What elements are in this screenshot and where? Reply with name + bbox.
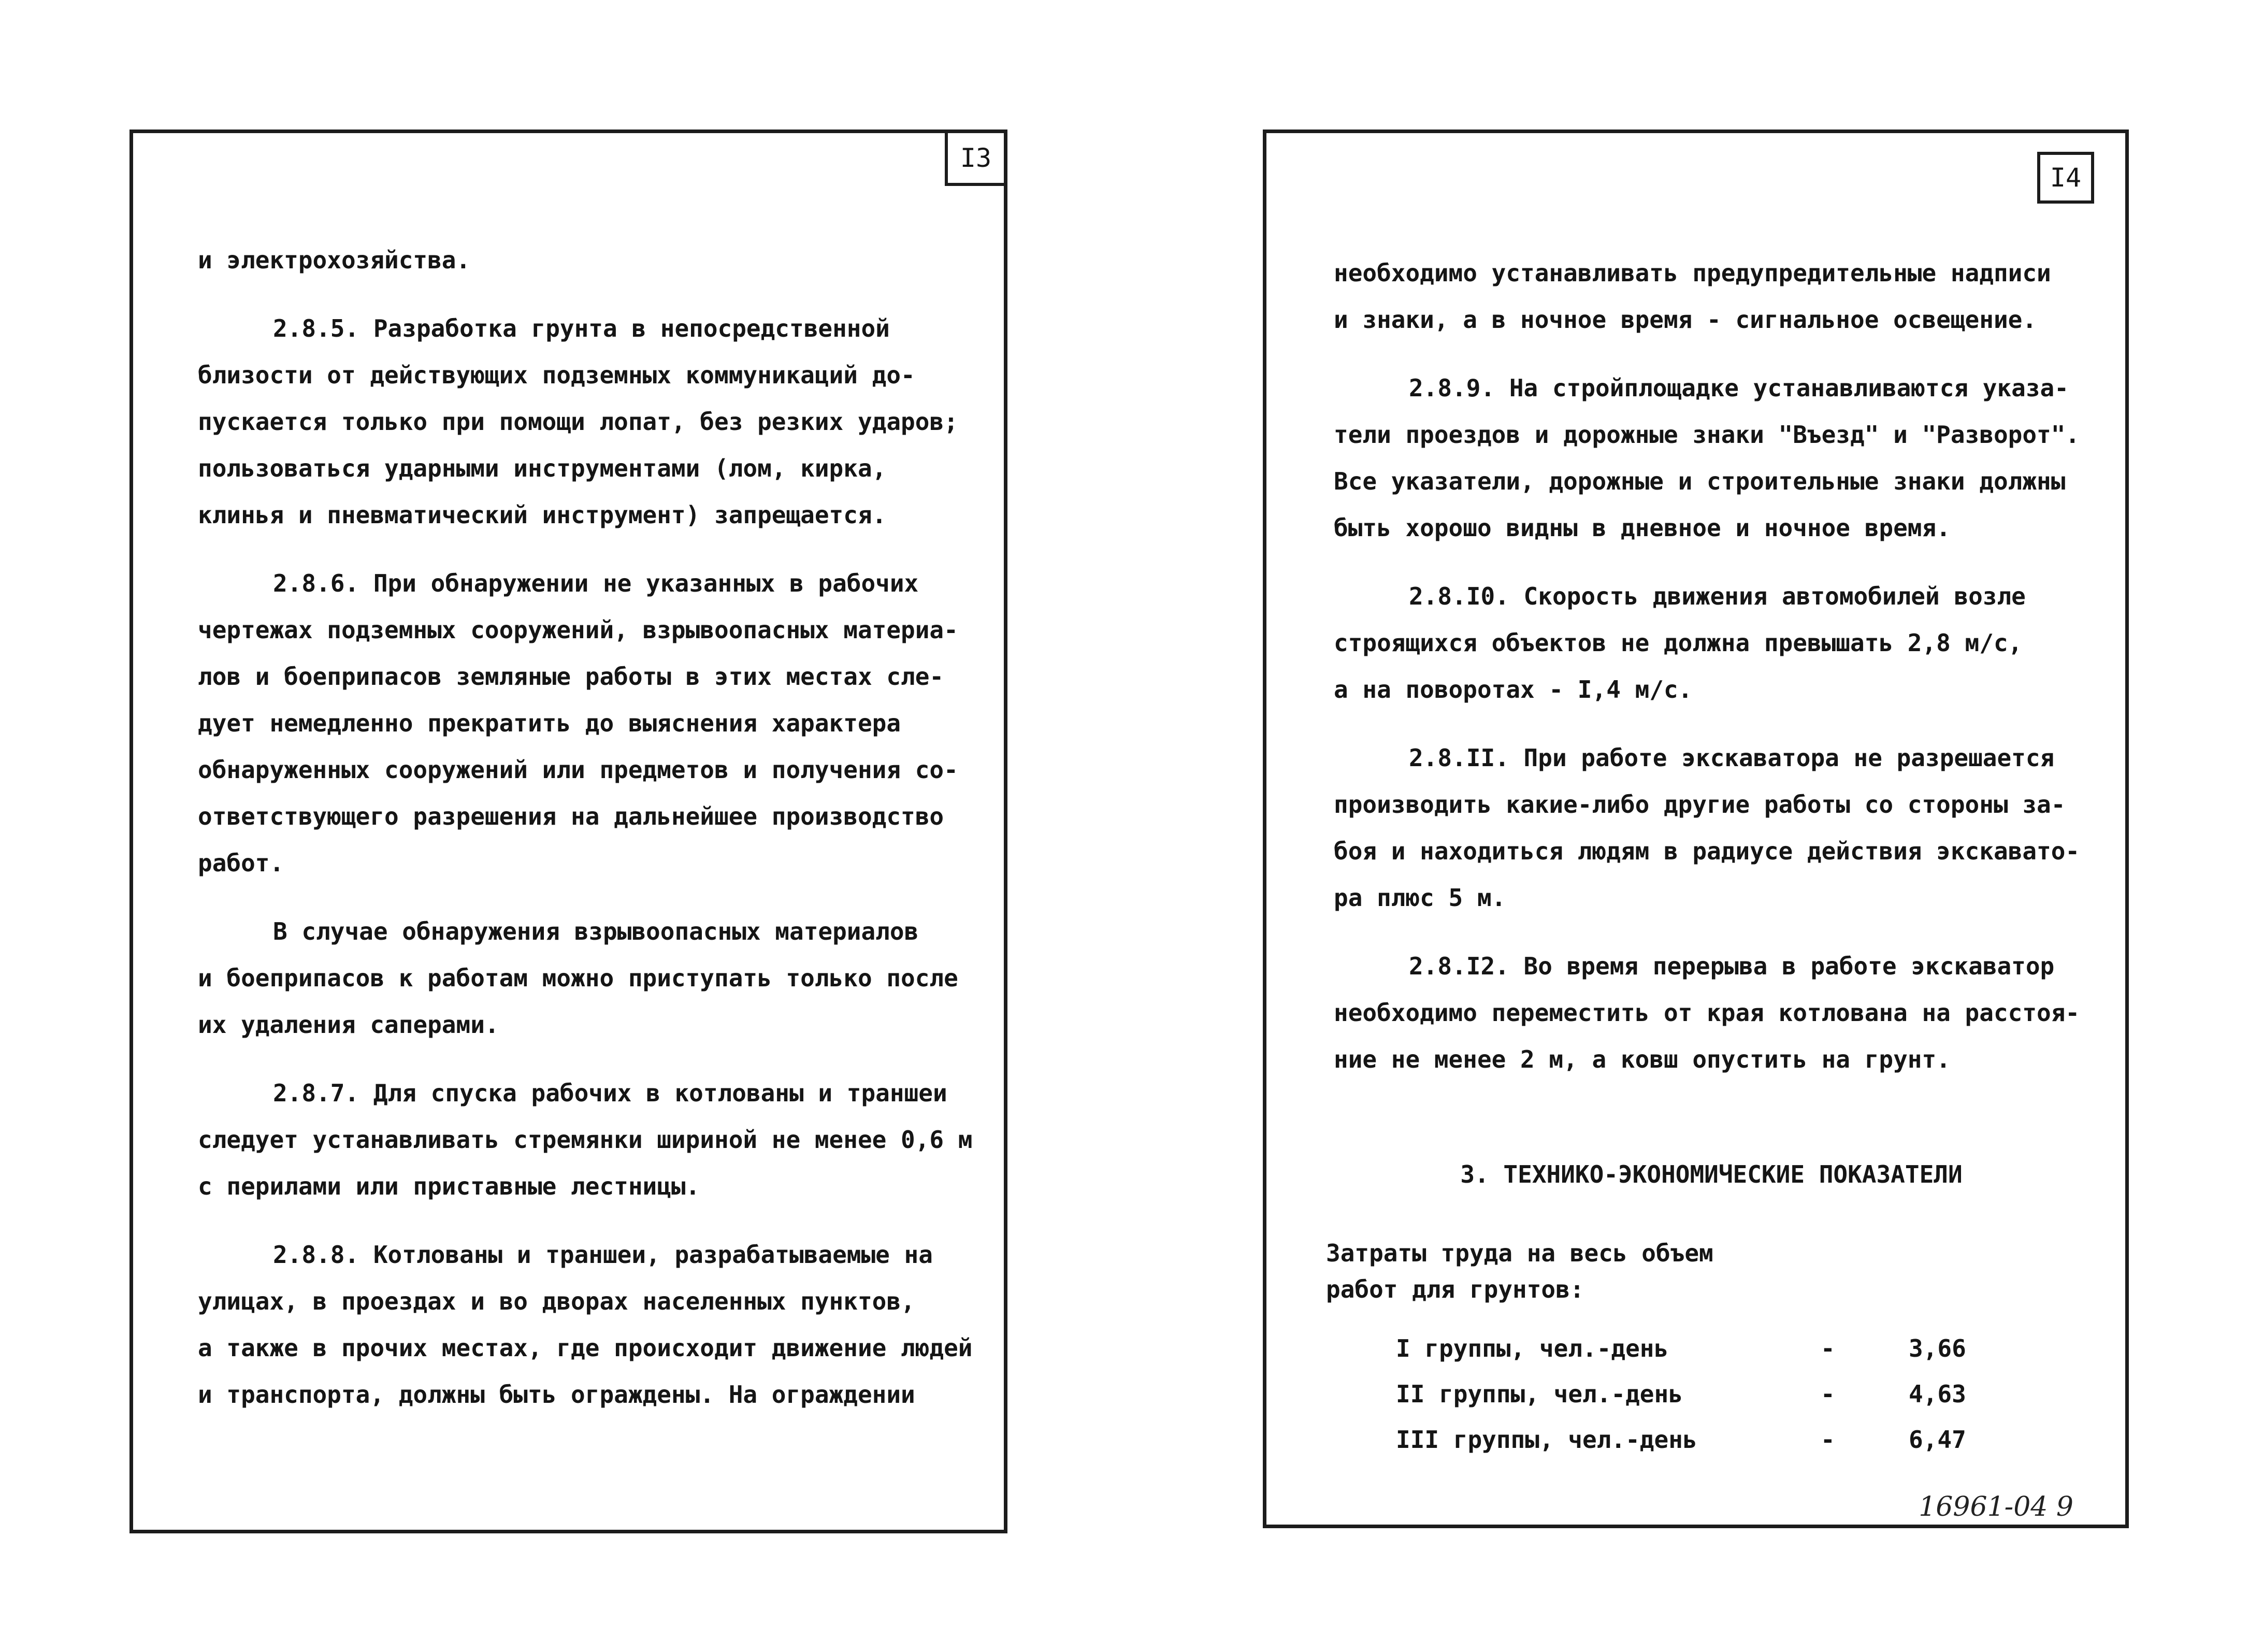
text-line: 2.8.9. На стройплощадке устанавливаются указа- [1409,374,2069,402]
paragraph-continuation [1334,250,2089,343]
text-line: боя и находиться людям в радиусе действия экскавато- [1334,837,2080,865]
paragraph-2-8-9 [1334,365,2089,551]
row-dash: - [1821,1426,1835,1454]
paragraph-explosives [198,908,973,1048]
text-line: Все указатели, дорожные и строительные знаки должны [1334,467,2066,495]
text-line: чертежах подземных сооружений, взрывоопасных материа- [198,616,958,644]
text-line: строящихся объектов не должна превышать 2,8 м/с, [1334,629,2023,657]
text-line: 2.8.I0. Скорость движения автомобилей возле [1409,582,2026,610]
page-number: I4 [2037,152,2094,204]
text-line: а также в прочих местах, где происходит движение людей [198,1334,973,1362]
text-line: клинья и пневматический инструмент) запрещается. [198,501,887,529]
text-line: необходимо устанавливать предупредительные надписи [1334,259,2051,287]
text-line: 2.8.8. Котлованы и траншеи, разрабатываемые на [273,1241,933,1269]
handwritten-signature: 16961-04 9 [1919,1491,2073,1522]
text-line: 2.8.II. При работе экскаватора не разрешается [1409,744,2055,772]
section-title: 3. ТЕХНИКО-ЭКОНОМИЧЕСКИЕ ПОКАЗАТЕЛИ [1460,1160,1963,1188]
row-label: I группы, чел.-день [1396,1334,1669,1362]
left-page [129,130,1007,1533]
paragraph-2-8-12 [1334,943,2089,1083]
text-line: пускается только при помощи лопат, без резких ударов; [198,408,958,436]
text-line: следует устанавливать стремянки шириной не менее 0,6 м [198,1126,973,1154]
text-line: и электрохозяйства. [198,246,471,274]
text-line: пользоваться ударными инструментами (лом, кирка, [198,454,887,482]
text-line: тели проездов и дорожные знаки "Въезд" и "Разворот". [1334,421,2080,449]
paragraph [198,237,973,283]
text-line: с перилами или приставные лестницы. [198,1172,700,1200]
text-line: В случае обнаружения взрывоопасных материалов [273,917,919,945]
text-line: работ. [198,849,284,877]
text-line: 2.8.5. Разработка грунта в непосредственной [273,314,890,342]
paragraph-2-8-7 [198,1070,973,1210]
text-line: 2.8.I2. Во время перерыва в работе экскаватор [1409,952,2055,980]
right-page [1263,130,2129,1528]
paragraph-2-8-5 [198,305,973,538]
labor-table [1396,1326,2012,1462]
table-row [1396,1371,2012,1417]
labor-intro [1326,1235,2089,1308]
text-line: лов и боеприпасов земляные работы в этих местах сле- [198,663,944,691]
row-dash: - [1821,1334,1835,1362]
text-line: ра плюс 5 м. [1334,884,1506,912]
text-line: обнаруженных сооружений или предметов и получения со- [198,756,958,784]
text-line: производить какие-либо другие работы со стороны за- [1334,791,2066,818]
row-label: II группы, чел.-день [1396,1380,1683,1408]
text-line: ние не менее 2 м, а ковш опустить на грунт. [1334,1045,1951,1073]
text-line: улицах, в проездах и во дворах населенных пунктов, [198,1287,915,1315]
text-line: а на поворотах - I,4 м/с. [1334,676,1693,703]
text-line: близости от действующих подземных коммуникаций до- [198,361,915,389]
text-line: и боеприпасов к работам можно приступать только после [198,964,958,992]
table-row [1396,1326,2012,1371]
text-line: 2.8.7. Для спуска рабочих в котлованы и траншеи [273,1079,947,1107]
text-line: ответствующего разрешения на дальнейшее производство [198,802,944,830]
row-value: 6,47 [1909,1426,1966,1454]
page-number: I3 [945,130,1007,186]
page-content [133,133,1004,1440]
paragraph-2-8-6 [198,560,973,886]
paragraph-2-8-10 [1334,573,2089,713]
text-line: необходимо переместить от края котлована на расстоя- [1334,999,2080,1027]
paragraph-2-8-8 [198,1231,973,1418]
text-line: их удаления саперами. [198,1011,499,1039]
text-line: дует немедленно прекратить до выяснения характера [198,709,901,737]
text-line: и знаки, а в ночное время - сигнальное освещение. [1334,306,2037,334]
row-dash: - [1821,1380,1835,1408]
paragraph-2-8-11 [1334,735,2089,921]
text-line: быть хорошо видны в дневное и ночное время. [1334,514,1951,542]
row-value: 3,66 [1909,1334,1966,1362]
table-row [1396,1417,2012,1462]
text-line: работ для грунтов: [1326,1275,1584,1303]
text-line: Затраты труда на весь объем [1326,1239,1713,1267]
text-line: 2.8.6. При обнаружении не указанных в рабочих [273,569,919,597]
row-label: III группы, чел.-день [1396,1426,1697,1454]
page-content [1266,133,2125,1462]
text-line: и транспорта, должны быть ограждены. На ограждении [198,1381,915,1409]
row-value: 4,63 [1909,1380,1966,1408]
